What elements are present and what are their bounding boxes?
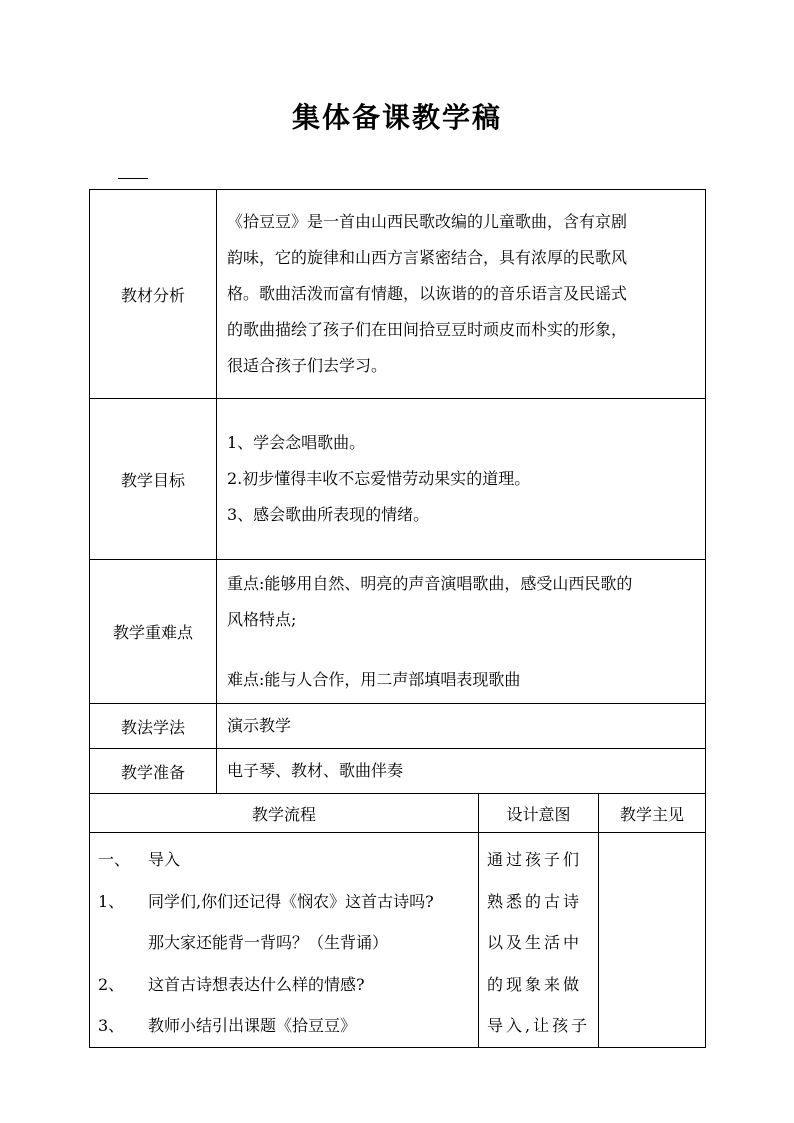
design-line: 导入,让孩子 (487, 1016, 591, 1035)
analysis-line: 格。歌曲活泼而富有情趣，以诙谐的的音乐语言及民谣式 (227, 284, 628, 303)
row-analysis (90, 190, 706, 399)
goal-item: 3、感会歌曲所表现的情绪。 (227, 505, 430, 524)
analysis-content (217, 190, 706, 399)
goals-content (217, 399, 706, 560)
flow-item (98, 881, 474, 923)
analysis-line: 《拾豆豆》是一首由山西民歌改编的儿童歌曲，含有京剧 (227, 212, 628, 231)
row-prep (90, 749, 706, 794)
flow-design-cell (479, 833, 599, 1048)
prep-value: 电子琴、教材、歌曲伴奏 (217, 749, 706, 794)
flow-header-design: 设计意图 (479, 794, 599, 833)
flow-item (98, 1005, 474, 1047)
row-method (90, 704, 706, 749)
prep-label: 教学准备 (90, 749, 217, 794)
flow-opinion-cell (599, 833, 706, 1048)
method-label: 教法学法 (90, 704, 217, 749)
flow-item (98, 964, 474, 1006)
goals-label: 教学目标 (90, 399, 217, 560)
page-title: 集体备课教学稿 (291, 101, 502, 134)
goal-item: 1、学会念唱歌曲。 (227, 433, 366, 452)
key-points-label: 教学重难点 (90, 560, 217, 704)
row-flow-body (90, 833, 706, 1048)
key-point-line: 风格特点; (227, 609, 297, 629)
flow-item-text: 导入 (148, 850, 181, 869)
method-value: 演示教学 (217, 704, 706, 749)
flow-header-opinion: 教学主见 (599, 794, 706, 833)
lesson-plan-table (89, 189, 706, 1048)
goal-item: 2.初步懂得丰收不忘爱惜劳动果实的道理。 (227, 469, 531, 488)
key-point-line: 重点:能够用自然、明亮的声音演唱歌曲，感受山西民歌的 (227, 573, 633, 593)
flow-item (98, 922, 474, 964)
header-underline (118, 178, 148, 179)
analysis-line: 很适合孩子们去学习。 (227, 356, 388, 375)
difficulty-line: 难点:能与人合作，用二声部填唱表现歌曲 (227, 669, 521, 689)
flow-item (98, 839, 474, 881)
flow-item-number (98, 922, 148, 964)
flow-item-number: 一、 (98, 850, 131, 869)
analysis-line: 韵味，它的旋律和山西方言紧密结合，具有浓厚的民歌风 (227, 248, 628, 267)
design-line: 以及生活中 (487, 933, 583, 952)
flow-item-text: 那大家还能背一背吗？（生背诵） (148, 933, 389, 952)
flow-item-text: 同学们,你们还记得《悯农》这首古诗吗? (148, 891, 434, 911)
flow-item-number: 1、 (98, 891, 125, 911)
flow-item-number: 3、 (98, 1016, 125, 1035)
flow-item-text: 教师小结引出课题《拾豆豆》 (148, 1016, 357, 1035)
flow-header-process: 教学流程 (90, 794, 479, 833)
row-key-points (90, 560, 706, 704)
flow-process-cell (90, 833, 479, 1048)
design-line: 熟悉的古诗 (487, 891, 583, 911)
row-flow-header (90, 794, 706, 833)
design-line: 的现象来做 (487, 974, 583, 994)
key-points-content (217, 560, 706, 704)
design-line: 通过孩子们 (487, 850, 583, 869)
flow-item-number: 2、 (98, 974, 125, 994)
row-goals (90, 399, 706, 560)
flow-item-text: 这首古诗想表达什么样的情感? (148, 974, 365, 994)
analysis-label: 教材分析 (90, 190, 217, 399)
analysis-line: 的歌曲描绘了孩子们在田间拾豆豆时顽皮而朴实的形象， (227, 320, 628, 339)
